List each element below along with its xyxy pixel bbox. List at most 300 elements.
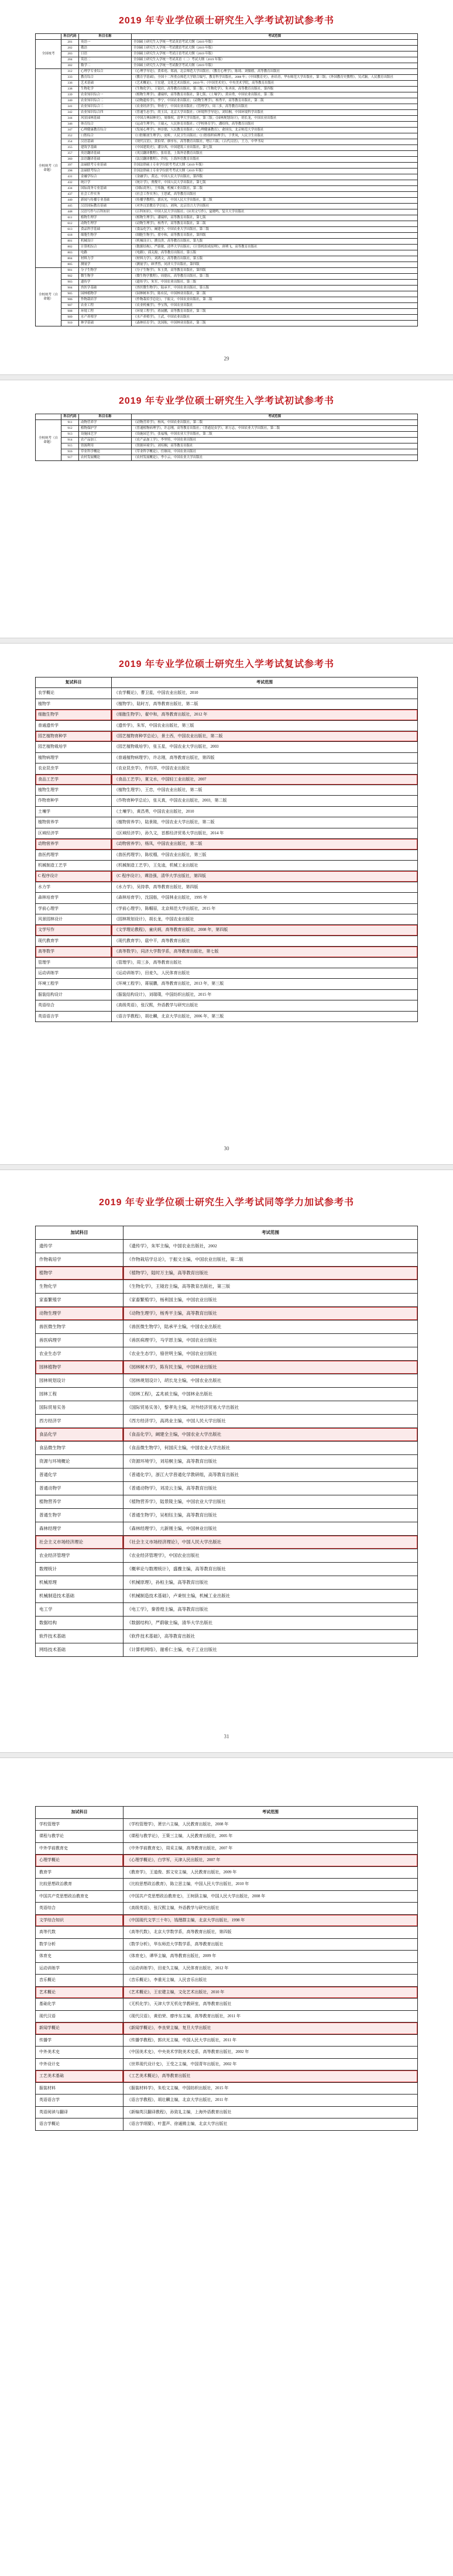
table-row xyxy=(36,291,418,297)
subject-name-cell: 软件技术基础 xyxy=(36,1630,123,1643)
exam-scope-cell: 《动物营养学》，杨凤，中国农业出版社，第二版 xyxy=(132,420,418,426)
exam-scope-cell: 《园林树木学》，陈有民主编，中国林业出版社 xyxy=(123,1361,418,1374)
subject-name-cell: 森林培育学 xyxy=(36,893,112,903)
exam-scope-cell: 《普通化学》，浙江大学普通化学教研组，高等教育出版社 xyxy=(123,1468,418,1482)
table-row xyxy=(36,1879,418,1891)
subject-code-cell: 917 xyxy=(61,455,79,461)
subject-code-cell: 909 xyxy=(61,315,79,321)
table-row xyxy=(36,1951,418,1963)
subject-name-cell: 普通化学 xyxy=(36,1468,123,1482)
table-row xyxy=(36,69,418,75)
subject-code-cell: 342 xyxy=(61,110,79,116)
subject-name-cell: 数理统计 xyxy=(36,1563,123,1576)
exam-scope-cell: 《森林培育学》，沈国舫，中国林业出版社，第三版 xyxy=(132,321,418,326)
subject-name-cell: 网络技术基础 xyxy=(36,1643,123,1657)
table-row xyxy=(36,1334,418,1347)
subject-name-cell: 生物化学 xyxy=(79,87,132,92)
table-row xyxy=(36,1630,418,1643)
table-row xyxy=(36,309,418,315)
subject-name-cell: 植物病理学 xyxy=(36,752,112,763)
table-row xyxy=(36,1000,418,1011)
subject-name-cell: 土壤学 xyxy=(36,806,112,817)
table-row xyxy=(36,1455,418,1468)
exam-scope-cell: 《食品工艺学》，夏文水，中国轻工业出版社，2007 xyxy=(112,774,418,785)
table-row xyxy=(36,122,418,128)
exam-scope-cell: 《高级英语》，张汉熙主编，外语教学与研究出版社 xyxy=(123,1903,418,1915)
subject-code-cell: 803 xyxy=(61,250,79,256)
exam-scope-cell: 《兽医病理学》，马学恩主编，中国农业出版社 xyxy=(123,1334,418,1347)
subject-code-cell: 338 xyxy=(61,87,79,92)
subject-name-cell: 心理健康教育综合 xyxy=(79,128,132,133)
exam-scope-cell: 《金融学》，黄达，中国人民大学出版社，第四版 xyxy=(132,174,418,180)
table-row xyxy=(36,1927,418,1939)
table-row xyxy=(36,914,418,924)
subject-name-cell: 艺术基础 xyxy=(79,81,132,87)
subject-name-cell: 农业知识综合一 xyxy=(79,92,132,98)
subject-name-cell: 体育综合 xyxy=(79,122,132,128)
table-row xyxy=(36,871,418,882)
table-row xyxy=(36,110,418,116)
exam-scope-cell: 《遗传学》，朱军主编，中国农业出版社，2002 xyxy=(123,1240,418,1253)
subject-name-cell: 动物生理学 xyxy=(36,1307,123,1320)
exam-scope-cell: 《计算机网络》，谢希仁主编，电子工业出版社 xyxy=(123,1643,418,1657)
subject-code-cell: 905 xyxy=(61,291,79,297)
table-row xyxy=(36,145,418,151)
subject-name-cell: 学校管理学 xyxy=(36,1818,123,1831)
subject-name-cell: 农业知识综合二 xyxy=(79,98,132,104)
subject-name-cell: 植物保护学 xyxy=(79,426,132,432)
table-row xyxy=(36,157,418,163)
subject-name-cell: 文学综合知识 xyxy=(36,1914,123,1927)
subject-name-cell: 课程与教学论 xyxy=(36,1831,123,1843)
exam-scope-cell: 《生物化学》，王镜岩，高等教育出版社，第三版；《生物化学》，朱圣庚，高等教育出版社，第四版 xyxy=(132,87,418,92)
exam-scope-cell: 《植物营养学》，陆景陵，中国农业大学出版社，第二版 xyxy=(112,817,418,828)
exam-scope-cell: 《机械原理》，孙桓主编，高等教育出版社 xyxy=(123,1576,418,1590)
table-row xyxy=(36,2034,418,2047)
table-row xyxy=(36,1855,418,1867)
table-row xyxy=(36,893,418,903)
subject-code-cell: 612 xyxy=(61,221,79,227)
table-row xyxy=(36,850,418,860)
table-row xyxy=(36,1549,418,1563)
subject-name-cell: 中国共产党思想政治教育史 xyxy=(36,1890,123,1903)
subject-name-cell: 园林植物学 xyxy=(79,291,132,297)
exam-scope-cell: 《森林经理学》，亢新刚主编，中国林业出版社 xyxy=(123,1522,418,1536)
category-cell: 全校统考（自命题） xyxy=(36,69,61,268)
table-row xyxy=(36,2071,418,2083)
exam-scope-cell: 《环境工程学》，蒋展鹏，高等教育出版社，第三版 xyxy=(132,309,418,315)
subject-name-cell: 传播学 xyxy=(36,2034,123,2047)
subject-code-cell: 434 xyxy=(61,186,79,192)
table-row xyxy=(36,98,418,104)
exam-scope-cell: 《社会主义市场经济理论》，中国人民大学出版社 xyxy=(123,1536,418,1549)
subject-code-cell: 355 xyxy=(61,145,79,151)
exam-scope-cell: 《植物营养学》，陆景陵主编，中国农业大学出版社 xyxy=(123,1495,418,1509)
exam-subject-table xyxy=(35,414,418,461)
subject-code-cell: 201 xyxy=(61,40,79,46)
subject-code-cell: 341 xyxy=(61,104,79,110)
table-row xyxy=(36,51,418,57)
subject-name-cell: 语言学概论 xyxy=(36,2118,123,2131)
table-row xyxy=(36,1938,418,1951)
table-row xyxy=(36,303,418,309)
subject-code-cell: 911 xyxy=(61,420,79,426)
table-row xyxy=(36,2106,418,2118)
table-row xyxy=(36,947,418,957)
table-row xyxy=(36,321,418,326)
table-row xyxy=(36,250,418,256)
exam-scope-cell: 《传播学教程》，郭庆光，中国人民大学出版社，第二版 xyxy=(132,198,418,204)
table-row xyxy=(36,455,418,461)
table-row xyxy=(36,297,418,303)
table-row xyxy=(36,1643,418,1657)
page-title: 2019 年专业学位硕士研究生入学考试初试参考书 xyxy=(118,16,335,26)
exam-scope-cell: 《水产养殖学》，王武，中国农业出版社 xyxy=(132,315,418,321)
subject-name-cell: 高等数学 xyxy=(36,947,112,957)
table-row xyxy=(36,204,418,209)
subject-name-cell: 植物生理学 xyxy=(79,215,132,221)
equivalent-test-table xyxy=(35,1806,418,2131)
subject-name-cell: 文学写作 xyxy=(36,925,112,936)
subject-name-cell: 食品微生物学 xyxy=(36,1442,123,1455)
exam-scope-cell: 《农业经济学》，钟甫宁，中国农业出版社；《管理学》，周三多，高等教育出版社 xyxy=(132,104,418,110)
subject-name-cell: 兽医病理学 xyxy=(36,1334,123,1347)
table-row xyxy=(36,1866,418,1879)
subject-name-cell: 西方经济学 xyxy=(36,1415,123,1428)
exam-scope-cell: 《植物生理学》，潘瑞炽，高等教育出版社，第七版；《土壤学》，黄昌勇，中国农业出版社，第三版 xyxy=(132,92,418,98)
exam-scope-cell: 《发展心理学》，林崇德，人民教育出版社；《心理健康教育》，俞国良，北京师范大学出版社 xyxy=(132,128,418,133)
exam-scope-cell: 《电工学》，秦曾煌主编，高等教育出版社 xyxy=(123,1603,418,1617)
table-row xyxy=(36,75,418,81)
table-row xyxy=(36,968,418,978)
exam-scope-cell: 《现代汉语》，黄伯荣、廖序东，高等教育出版社，增订六版；《古代汉语》，王力，中华书局 xyxy=(132,139,418,145)
table-row xyxy=(36,198,418,204)
subject-name-cell: 机械原理 xyxy=(36,1576,123,1590)
exam-scope-cell: 《百科知识》，中国人民大学出版社；《应用文写作》，夏晓鸣，复旦大学出版社 xyxy=(132,209,418,215)
table-row xyxy=(36,174,418,180)
exam-scope-cell: 《学校管理学》，萧宗六主编，人民教育出版社，2008 年 xyxy=(123,1818,418,1831)
table-row xyxy=(36,1842,418,1855)
exam-scope-cell: 《口腔解剖生理学》，皮昕，人民卫生出版社；《口腔组织病理学》，于世凤，人民卫生出版社 xyxy=(132,133,418,139)
exam-scope-cell: 《家畜繁殖学》，杨利国主编，中国农业出版社 xyxy=(123,1294,418,1307)
table-row xyxy=(36,1509,418,1522)
page-separator xyxy=(0,638,453,644)
table-row xyxy=(36,1442,418,1455)
table-row xyxy=(36,903,418,914)
exam-scope-cell: 《中国共产党思想政治教育史》，王树荫主编，中国人民大学出版社，2008 年 xyxy=(123,1890,418,1903)
subject-name-cell: 教育综合 xyxy=(79,75,132,81)
subject-name-cell: 数据结构 xyxy=(36,1617,123,1630)
page-number: 31 xyxy=(224,1734,229,1739)
subject-name-cell: 社会工作实务 xyxy=(79,192,132,198)
table-row xyxy=(36,116,418,122)
exam-scope-cell: 《植物学》，陆时万，高等教育出版社，第二版 xyxy=(112,699,418,709)
exam-scope-cell: 全国硕士研究生入学统一考试数学考试大纲（2019 年版） xyxy=(132,63,418,69)
category-cell: 全校统考（自命题） xyxy=(36,420,61,461)
equivalent-test-table xyxy=(35,1226,418,1657)
subject-name-cell: 遗传学 xyxy=(79,280,132,286)
subject-name-cell: 英语翻译基础 xyxy=(79,151,132,157)
exam-scope-cell: 《国际商务》，王炜瀚，机械工业出版社，第二版 xyxy=(132,186,418,192)
exam-scope-cell: 《园艺植物育种学总论》，景士西，中国农业出版社，第二版 xyxy=(112,731,418,742)
exam-scope-cell: 《食品化学》，阚建全主编，中国农业大学出版社 xyxy=(123,1428,418,1442)
column-header: 考试范围 xyxy=(132,34,418,40)
exam-scope-cell: 《作物栽培学总论》，于振文主编，中国农业出版社，第二版 xyxy=(123,1253,418,1267)
subject-name-cell: 作物栽培学 xyxy=(36,1253,123,1267)
exam-scope-cell: 《作物育种学总论》，张天真，中国农业出版社，2003，第二版 xyxy=(112,796,418,806)
subject-name-cell: 食品工艺学 xyxy=(36,774,112,785)
subject-name-cell: 遗传学 xyxy=(36,1240,123,1253)
table-row xyxy=(36,752,418,763)
table-row xyxy=(36,731,418,742)
subject-name-cell: 森林经理学 xyxy=(36,1522,123,1536)
exam-scope-cell: 《服装材料学》，朱松文主编，中国纺织出版社，2015 年 xyxy=(123,2082,418,2094)
exam-scope-cell: 《艺术概论》，王宏建，文化艺术出版社，2010 年；《中国美术史》，中央美术学院，高等教育出版社 xyxy=(132,81,418,87)
exam-scope-cell: 《农业昆虫学》，仵均祥，中国农业出版社 xyxy=(112,763,418,774)
table-row xyxy=(36,2023,418,2035)
subject-name-cell: 英语语言学 xyxy=(36,1011,112,1022)
column-header: 加试科目 xyxy=(36,1807,123,1819)
exam-scope-cell: 全国硕士研究生入学统一考试英语（二）考试大纲（2019 年版） xyxy=(132,57,418,63)
exam-scope-cell: 全国法律硕士专业学位联考考试大纲（2019 年版） xyxy=(132,168,418,174)
subject-name-cell: 中外美术史 xyxy=(36,2047,123,2059)
exam-scope-cell: 《英汉翻译教程》，张培基，上海外语教育出版社 xyxy=(132,151,418,157)
subject-name-cell: 法语翻译基础 xyxy=(79,157,132,163)
table-row xyxy=(36,1563,418,1576)
table-row xyxy=(36,979,418,989)
table-row xyxy=(36,262,418,268)
table-row xyxy=(36,221,418,227)
subject-name-cell: 中外学前教育史 xyxy=(36,1842,123,1855)
subject-name-cell: 细胞生物学 xyxy=(36,710,112,720)
subject-code-cell: 904 xyxy=(61,286,79,291)
exam-scope-cell: 《数据结构》，严蔚敏，清华大学出版社；《计算机组成原理》，唐朔飞，高等教育出版社 xyxy=(132,245,418,250)
exam-scope-cell: 《遗传学》，朱军，中国农业出版社，第三版 xyxy=(132,280,418,286)
subject-code-cell: 611 xyxy=(61,215,79,221)
table-row xyxy=(36,1388,418,1401)
exam-scope-cell: 《数据结构》，严蔚敏主编，清华大学出版社 xyxy=(123,1617,418,1630)
table-row xyxy=(36,1831,418,1843)
subject-name-cell: 普通遗传学 xyxy=(36,720,112,731)
table-row xyxy=(36,245,418,250)
table-row xyxy=(36,1294,418,1307)
subject-name-cell: 风景园林基础 xyxy=(79,116,132,122)
subject-name-cell: 法硕联考专业基础 xyxy=(79,163,132,168)
exam-scope-cell: 《世界现代设计史》，王受之主编，中国青年出版社，2002 年 xyxy=(123,2058,418,2071)
subject-code-cell: 352 xyxy=(61,133,79,139)
exam-scope-cell: 《教育学》，王道俊、郭文安主编，人民教育出版社，2009 年 xyxy=(123,1866,418,1879)
exam-scope-cell: 《森林培育学》，沈国舫，中国林业出版社，1995 年 xyxy=(112,893,418,903)
exam-scope-cell: 《现代教育学》，扈中平，高等教育出版社 xyxy=(112,936,418,946)
exam-scope-cell: 全国法律硕士专业学位联考考试大纲（2019 年版） xyxy=(132,163,418,168)
exam-scope-cell: 《测量学》，顾孝烈，同济大学出版社，第四版 xyxy=(132,262,418,268)
subject-name-cell: 园林植物学 xyxy=(36,1361,123,1374)
subject-code-cell: 915 xyxy=(61,443,79,449)
exam-scope-cell: 《生物化学》，王镜岩主编，高等教育出版社，第三版 xyxy=(123,1280,418,1294)
column-header: 考试范围 xyxy=(123,1807,418,1819)
exam-scope-cell: 《遗传学》，朱军，中国农业出版社，第三版 xyxy=(112,720,418,731)
table-row xyxy=(36,774,418,785)
subject-name-cell: 数学二 xyxy=(79,63,132,69)
exam-scope-cell: 《资源环境学》，刘培桐主编，高等教育出版社 xyxy=(123,1455,418,1468)
subject-code-cell: 344 xyxy=(61,116,79,122)
table-row xyxy=(36,128,418,133)
subject-name-cell: 音乐概论 xyxy=(36,1975,123,1987)
exam-scope-cell: 《语言学教程》，胡壮麟主编，北京大学出版社，2011 年 xyxy=(123,2094,418,2107)
exam-scope-cell: 《教育学基础》，全国十二所重点师范大学联合编写，教育科学出版社，2008 年；《中国教育史》，孙培青，华东师范大学出版社，第三版；《外国教育史教程》，吴式颖，人民教育出版社 xyxy=(132,75,418,81)
subject-name-cell: 管理学 xyxy=(36,957,112,968)
subject-code-cell: 448 xyxy=(61,209,79,215)
exam-scope-cell: 《中国美术史》，中央美术学院美术史系，高等教育出版社，2002 年 xyxy=(123,2047,418,2059)
subject-code-cell: 906 xyxy=(61,297,79,303)
subject-code-cell: 397 xyxy=(61,163,79,168)
exam-scope-cell: 《管理学》，周三多，高等教育出版社 xyxy=(112,957,418,968)
subject-code-cell: 445 xyxy=(61,204,79,209)
subject-code-cell: 901 xyxy=(61,268,79,274)
page-separator xyxy=(0,374,453,380)
table-row xyxy=(36,92,418,98)
column-header: 科目代码 xyxy=(61,414,79,420)
column-header: 加试科目 xyxy=(36,1226,123,1240)
subject-code-cell: 432 xyxy=(61,180,79,186)
subject-name-cell: 体育史 xyxy=(36,1951,123,1963)
subject-name-cell: 家畜繁殖学 xyxy=(36,1294,123,1307)
column-header xyxy=(36,414,61,420)
table-row xyxy=(36,817,418,828)
subject-name-cell: 食品科学基础 xyxy=(79,227,132,233)
subject-code-cell: 613 xyxy=(61,227,79,233)
subject-name-cell: 俄语 xyxy=(79,46,132,51)
subject-name-cell: 计算机综合 xyxy=(79,245,132,250)
table-row xyxy=(36,227,418,233)
exam-scope-cell: 《运动训练学》，田麦久，人民体育出版社 xyxy=(112,968,418,978)
table-row xyxy=(36,449,418,455)
table-row xyxy=(36,233,418,239)
subject-name-cell: 农业工程 xyxy=(79,303,132,309)
table-row xyxy=(36,2010,418,2023)
table-row xyxy=(36,1576,418,1590)
subject-name-cell: 农村发展概论 xyxy=(79,455,132,461)
subject-code-cell: 910 xyxy=(61,321,79,326)
exam-scope-cell: 《高级英语》，张汉熙，外语教学与研究出版社 xyxy=(112,1000,418,1011)
exam-scope-cell: 《文学理论教程》，童庆炳，高等教育出版社，2008 年，第四版 xyxy=(112,925,418,936)
table-row xyxy=(36,63,418,69)
subject-code-cell: 347 xyxy=(61,128,79,133)
subject-name-cell: 法硕联考综合 xyxy=(79,168,132,174)
subject-name-cell: 园林工程 xyxy=(36,1388,123,1401)
table-row xyxy=(36,2047,418,2059)
table-row xyxy=(36,268,418,274)
exam-scope-cell: 《普通生态学》，尚玉昌，北京大学出版社；《环境科学导论》，刘培桐，中国环境科学出版社 xyxy=(132,110,418,116)
retest-reference-table xyxy=(35,677,418,1022)
subject-name-cell: 服装材料 xyxy=(36,2082,123,2094)
subject-name-cell: 电工学 xyxy=(36,1603,123,1617)
exam-scope-cell: 《农业生态学》，骆世明主编，中国农业出版社 xyxy=(123,1347,418,1361)
table-row xyxy=(36,796,418,806)
subject-name-cell: 作物栽培学 xyxy=(79,297,132,303)
table-row xyxy=(36,274,418,280)
table-row xyxy=(36,1374,418,1388)
subject-name-cell: 农产品加工 xyxy=(79,438,132,443)
table-row xyxy=(36,989,418,1000)
exam-scope-cell: 《概率论与数理统计》，盛骤主编，高等教育出版社 xyxy=(123,1563,418,1576)
exam-scope-cell: 《动物遗传学》，李宁，中国农业出版社；《动物生理学》，杨秀平，高等教育出版社，第二版 xyxy=(132,98,418,104)
subject-name-cell: 农业知识综合三 xyxy=(79,104,132,110)
exam-scope-cell: 《语言学纲要》，叶蜚声、徐通锵主编，北京大学出版社 xyxy=(123,2118,418,2131)
table-row xyxy=(36,1617,418,1630)
subject-code-cell: 360 xyxy=(61,157,79,163)
exam-scope-cell: 《园艺植物栽培学》，张玉星，中国农业大学出版社，2003 xyxy=(112,742,418,752)
subject-name-cell: 心理学概论 xyxy=(36,1855,123,1867)
subject-code-cell: 357 xyxy=(61,151,79,157)
subject-name-cell: 国际商务专业基础 xyxy=(79,186,132,192)
subject-name-cell: 植物营养学 xyxy=(36,1495,123,1509)
subject-code-cell: 618 xyxy=(61,233,79,239)
table-row xyxy=(36,1975,418,1987)
table-row xyxy=(36,860,418,871)
exam-scope-cell: 《统计学》，贾俊平，中国人民大学出版社，第七版 xyxy=(132,180,418,186)
subject-name-cell: 英语二 xyxy=(79,57,132,63)
exam-scope-cell: 《食品化学》，阚建全，中国农业大学出版社，第三版 xyxy=(132,227,418,233)
exam-scope-cell: 《环境工程学》，蒋展鹏，高等教育出版社，2013 年，第三版 xyxy=(112,979,418,989)
exam-scope-cell: 《普通动物学》，刘凌云主编，高等教育出版社 xyxy=(123,1482,418,1495)
table-row xyxy=(36,81,418,87)
exam-scope-cell: 《新编英汉翻译教程》，孙致礼主编，上海外语教育出版社 xyxy=(123,2106,418,2118)
subject-name-cell: 英语语言学 xyxy=(36,2094,123,2107)
subject-name-cell: 电路 xyxy=(79,250,132,256)
subject-name-cell: 食品化学 xyxy=(36,1428,123,1442)
exam-scope-cell: 《学前心理学》，陈帼眉，北京师范大学出版社，2015 年 xyxy=(112,903,418,914)
table-row xyxy=(36,1495,418,1509)
subject-name-cell: 作物育种学 xyxy=(36,796,112,806)
exam-scope-cell: 《机械制造技术基础》，卢秉恒主编，机械工业出版社 xyxy=(123,1590,418,1603)
exam-scope-cell: 《机械设计》，濮良贵，高等教育出版社，第九版 xyxy=(132,239,418,245)
subject-name-cell: 环境工程学 xyxy=(36,979,112,989)
subject-name-cell: 运动训练学 xyxy=(36,1962,123,1975)
subject-code-cell: 805 xyxy=(61,262,79,268)
exam-scope-cell: 《运动训练学》，田麦久主编，人民体育出版社，2012 年 xyxy=(123,1962,418,1975)
subject-name-cell: 农业生态学 xyxy=(36,1347,123,1361)
page-separator xyxy=(0,1752,453,1758)
table-row xyxy=(36,180,418,186)
page-number: 29 xyxy=(224,356,229,362)
subject-code-cell: 913 xyxy=(61,432,79,438)
table-row xyxy=(36,1267,418,1280)
table-row xyxy=(36,1347,418,1361)
exam-scope-cell: 《现代汉语》，黄伯荣、廖序东主编，高等教育出版社，2011 年 xyxy=(123,2010,418,2023)
subject-name-cell: 植物学 xyxy=(36,1267,123,1280)
table-row xyxy=(36,1890,418,1903)
subject-name-cell: 园林规划设计 xyxy=(36,1374,123,1388)
table-row xyxy=(36,186,418,192)
exam-scope-cell: 《普通植物病理学》，许志刚，高等教育出版社；《普通昆虫学》，彩万志，中国农业大学出版社，第二版 xyxy=(132,426,418,432)
exam-scope-cell: 《资源环境学》，刘培桐，高等教育出版社 xyxy=(132,443,418,449)
subject-name-cell: 分子生物学 xyxy=(79,268,132,274)
subject-name-cell: 测量学 xyxy=(79,262,132,268)
subject-name-cell: C 程序设计 xyxy=(36,871,112,882)
subject-code-cell: 907 xyxy=(61,303,79,309)
exam-scope-cell: 《兽医微生物学》，陆承平主编，中国农业出版社 xyxy=(123,1320,418,1334)
subject-name-cell: 高等代数 xyxy=(36,1927,123,1939)
subject-name-cell: 园艺植物栽培学 xyxy=(36,742,112,752)
table-row xyxy=(36,1320,418,1334)
subject-name-cell: 资源利用 xyxy=(79,443,132,449)
column-header: 科目代码 xyxy=(61,34,79,40)
exam-scope-cell: 《比较思想政治教育》，陈立思主编，中国人民大学出版社，2010 年 xyxy=(123,1879,418,1891)
table-row xyxy=(36,1536,418,1549)
document-page-1 xyxy=(35,0,418,374)
table-row xyxy=(36,1361,418,1374)
